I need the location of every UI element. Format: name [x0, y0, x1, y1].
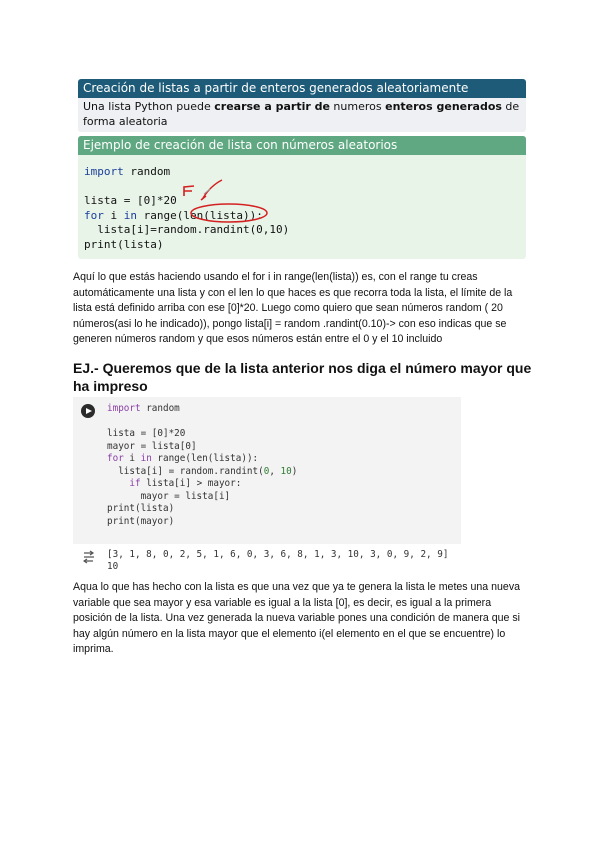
number: 10 — [280, 465, 292, 477]
definition-text: Una lista Python puede — [83, 100, 215, 113]
run-cell-button[interactable] — [81, 404, 95, 418]
code-line: print(mayor) — [107, 515, 175, 527]
code-text: range(len(lista)): — [151, 453, 259, 464]
definition-text: numeros — [329, 100, 386, 113]
notebook-code-cell[interactable] — [73, 397, 461, 544]
code-text: lista[i] = random.randint( — [107, 465, 264, 477]
definition-bold: enteros generados — [385, 100, 502, 113]
code-text: i — [123, 453, 141, 464]
keyword: in — [140, 453, 152, 464]
code-line — [107, 403, 297, 416]
keyword: for — [107, 453, 124, 464]
output-toggle-icon[interactable] — [83, 550, 97, 564]
definition-bold: crearse a partir de — [214, 100, 330, 113]
code-text: random — [123, 165, 171, 178]
keyword: for — [84, 208, 104, 222]
explanation-paragraph: Aquí lo que estás haciendo usando el for i in range(len(lista)) es, con el range tu creas automáticamente una lista y con el len lo que haces es que recorra toda la lista, el límite de la lista está definido arriba con ese [0]*20. Luego como quiero que sean números random ( 20 números(asi lo he indicado)), pongo lista[i] = random .randint(0.10)-> con eso indicas que se generen números random y que esos números están entre el 0 y el 10 incluido — [73, 271, 513, 345]
code-text: i — [103, 208, 124, 222]
keyword: if — [107, 478, 141, 489]
definition-box-body — [78, 98, 526, 132]
code-line — [107, 466, 297, 479]
section-heading: EJ.- Queremos que de la lista anterior nos diga el número mayor que ha impreso — [73, 360, 532, 394]
definition-box-title: Creación de listas a partir de enteros generados aleatoriamente — [78, 79, 526, 98]
code-line: mayor = lista[0] — [107, 440, 197, 452]
code-line — [84, 165, 520, 180]
number: 0 — [263, 465, 270, 477]
code-blank-line — [107, 416, 297, 429]
code-text: range(len(lista)): — [137, 208, 263, 222]
code-text: ) — [291, 465, 298, 477]
code-line — [107, 478, 297, 491]
code-line: print(lista) — [84, 237, 164, 251]
output-line: [3, 1, 8, 0, 2, 5, 1, 6, 0, 3, 6, 8, 1, 3, 10, 3, 0, 9, 2, 9] — [107, 549, 449, 560]
definition-box — [78, 79, 526, 132]
example-code — [78, 155, 526, 252]
code-line — [107, 453, 297, 466]
code-line: lista = [0]*20 — [107, 428, 186, 439]
example-box-title: Ejemplo de creación de lista con números aleatorios — [78, 136, 526, 155]
code-line — [84, 209, 520, 224]
code-line: lista[i]=random.randint(0,10) — [84, 223, 290, 236]
code-text: , — [269, 465, 281, 477]
explanation-paragraph-2: Aqua lo que has hecho con la lista es que una vez que ya te genera la lista le metes una nueva variable que sea mayor y esa variable es igual a la lista [0], es decir, es igual a la primera posición de la lista. Una vez generada la nueva variable pones una condición de manera que si hay algún número en la lista mayor que el elemento i(el elemento en el que se encuentre) lo imprima. — [73, 581, 521, 655]
definition-text: de forma aleatoria — [83, 100, 520, 128]
code-line: mayor = lista[i] — [107, 490, 231, 502]
cell-output — [107, 549, 448, 572]
code-text: random — [140, 403, 180, 414]
code-text: lista[i] > mayor: — [140, 478, 242, 489]
keyword: import — [107, 403, 141, 414]
code-blank-line — [84, 180, 520, 195]
output-line: 10 — [107, 560, 119, 572]
example-box — [78, 136, 526, 259]
code-line: lista = [0]*20 — [84, 194, 177, 207]
code-line: print(lista) — [107, 503, 175, 514]
notebook-code[interactable] — [107, 403, 297, 528]
keyword: in — [123, 208, 137, 222]
keyword: import — [84, 165, 124, 178]
